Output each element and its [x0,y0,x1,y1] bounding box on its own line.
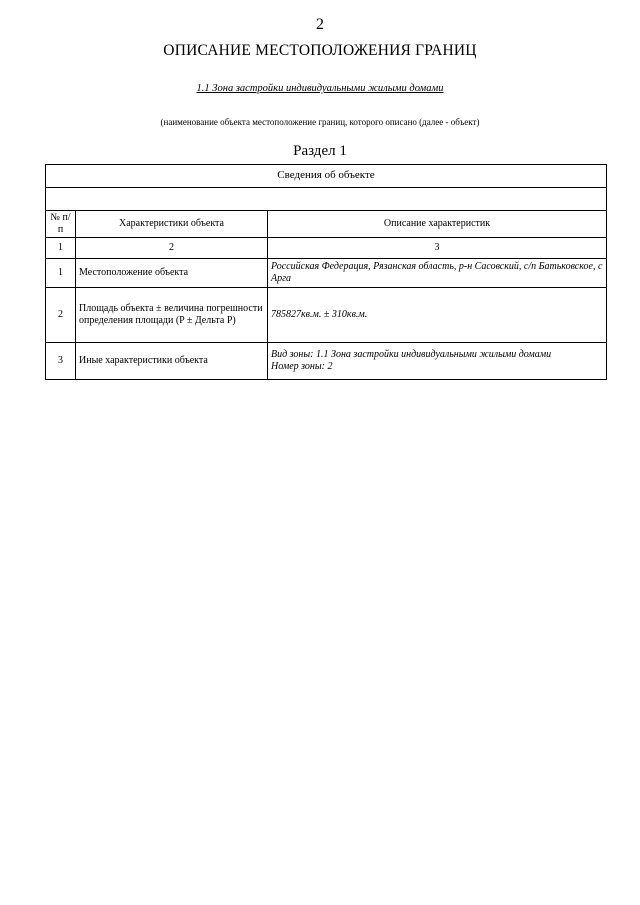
row-characteristic: Местоположение объекта [76,259,268,288]
table-index-row [46,238,607,259]
description-line: Вид зоны: 1.1 Зона застройки индивидуальными жилыми домами [271,349,552,360]
row-number: 1 [46,259,76,288]
table-title: Сведения об объекте [46,165,607,188]
row-description [268,288,607,343]
header-description: Описание характеристик [268,211,607,238]
table-header-row [46,211,607,238]
index-cell: 3 [268,238,607,259]
row-number: 3 [46,343,76,380]
index-cell: 1 [46,238,76,259]
object-name: 1.1 Зона застройки индивидуальными жилыми домами [196,83,444,94]
object-name-caption: (наименование объекта местоположение границ, которого описано (далее - объект) [160,117,480,127]
row-number: 2 [46,288,76,343]
row-description [268,343,607,380]
page-number: 2 [316,16,324,33]
object-info-table [45,164,607,380]
table-row [46,343,607,380]
document-title: ОПИСАНИЕ МЕСТОПОЛОЖЕНИЯ ГРАНИЦ [163,42,477,59]
row-characteristic: Иные характеристики объекта [76,343,268,380]
section-title: Раздел 1 [293,143,347,159]
header-characteristic: Характеристики объекта [76,211,268,238]
index-cell: 2 [76,238,268,259]
description-line: Российская Федерация, Рязанская область, р-н Сасовский, с/п Батьковское, с Арга [271,261,603,284]
table-empty-cell [46,188,607,211]
description-line: Номер зоны: 2 [271,361,333,372]
table-row [46,259,607,288]
table-empty-row [46,188,607,211]
table-row [46,288,607,343]
header-number: № п/п [46,211,76,238]
description-line: 785827кв.м. ± 310кв.м. [271,309,368,320]
row-description [268,259,607,288]
row-characteristic: Площадь объекта ± величина погрешности определения площади (P ± Дельта P) [76,288,268,343]
table-title-row [46,165,607,188]
